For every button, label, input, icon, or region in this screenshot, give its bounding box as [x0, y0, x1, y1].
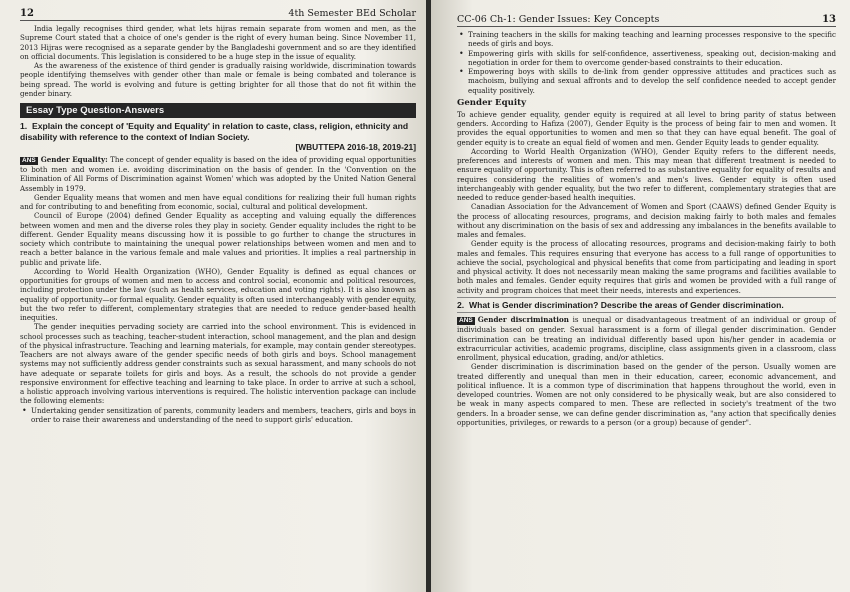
- gender-equity-heading: Gender Equity: [457, 97, 527, 108]
- question-2: [457, 300, 836, 311]
- answer-2-first-text: is unequal or disadvantageous treatment of an individual or group of individuals based on gender. Sexual harassment is a form of illegal gender discrimination. Gender discrimination can be treating an individual differently based upon his/her gender in academia or extracurricular activities, academic programs, discipline, class assignments given in a classroom, class enrollment, physical education, grading, and/or athletics.: [457, 315, 837, 362]
- right-running-head: CC-06 Ch-1: Gender Issues: Key Concepts: [457, 14, 660, 25]
- answer-1-paragraph-2: Council of Europe (2004) defined Gender Equality as accepting and valuing equally the differences between women and men and the diverse roles they play in society. Gender equality includes the right to be different. Gender Equality means discussing how it is possible to go further to change the structures in society which contribute to maintaining the unequal power relationships between women and men and to reach a better balance in the various female and male values and priorities. It implies a real partnership in public and private life.: [20, 211, 416, 267]
- right-page: [431, 0, 850, 592]
- answer-2-first-paragraph: [457, 315, 836, 362]
- equity-paragraph-1: To achieve gender equality, gender equity is required at all level to bring parity of status between genders. According to Hafiza (2007), Gender Equity is the process of being fair to men and women. It provides the equal opportunities to women and men so that they can have equal benefit. The goal of gender equity is to create an equal field of women and men. Gender Equity leads to gender equality.: [457, 109, 836, 147]
- left-bullet-list: [20, 406, 416, 425]
- question-1: [20, 121, 416, 142]
- list-item: • Training teachers in the skills for making teaching and learning processes responsive to the specific needs of girls and boys.: [459, 30, 836, 49]
- answer-1-first-text: The concept of gender equality is based on the idea of providing equal opportunities to both men and women i.e. avoiding discrimination on the basis of gender. In the 'Convention on the Elimination of All Forms of Discrimination against Women' which was adopted by the United Nation General Assembly in 1979.: [20, 155, 416, 193]
- divider: [457, 297, 836, 298]
- answer-1-lead: Gender Equality:: [40, 155, 108, 164]
- equity-paragraph-4: Gender equity is the process of allocating resources, programs and decision-making fairly to both males and females. This requires ensuring that everyone has access to a full range of opportunities to achieve the social, psychological and physical benefits that come from participating and leading in sport and physical activity. It does not necessarily mean making the same programs and facilities available to both males and females. Gender equity requires that girls and women be provided with a full range of activity and program choices that meet their needs, interests and experiences.: [457, 239, 836, 295]
- bullet-icon: •: [459, 48, 464, 58]
- equity-paragraph-3: Canadian Association for the Advancement of Women and Sport (CAAWS) defined Gender Equity is the process of allocating resources, programs, and decision making fairly to both males and females without any discrimination on the basis of sex and addressing any imbalances in the benefits available to males and females.: [457, 202, 836, 239]
- right-running-header: [457, 14, 836, 27]
- question-2-text: What is Gender discrimination? Describe the areas of Gender discrimination.: [469, 299, 784, 310]
- list-item: • Empowering girls with skills for self-confidence, assertiveness, speaking out, decision-making and negotiation in order for them to overcome gender-based constraints to their education.: [459, 48, 836, 67]
- right-bullet-list: [457, 30, 836, 95]
- answer-1-paragraph-1: Gender Equality means that women and men have equal conditions for realizing their full human rights and for contributing to and benefiting from economic, social, cultural and political development.: [20, 192, 416, 211]
- bullet-icon: •: [22, 405, 27, 415]
- left-intro-paragraph-2: As the awareness of the existence of third gender is gradually raising worldwide, discrimination towards people identifying themselves with gender other than male or female is being combated and tolerance is being spread. The world is evolving and future is getting brighter for all those that do not fit within the gender binary.: [20, 61, 416, 98]
- question-1-text: Explain the concept of 'Equity and Equality' in relation to caste, class, religion, ethnicity and disability with reference to the context of Indian Society.: [20, 121, 409, 142]
- ans-badge: ANS: [459, 317, 473, 325]
- answer-2-paragraph-1: Gender discrimination is discrimination based on the gender of the person. Usually women are treated differently and unequal than men in their education, career, economic advancement, and political influence. It is a common type of discrimination that happens throughout the world, even in developed countries. Women are not only considered to be physically weak, but are also considered to be weak in many aspects compared to men. These are reflected in society's treatment of the two genders. In a broader sense, we can define gender discrimination as, "any action that specifically denies opportunities, privileges, or rewards to a person (or a group) because of gender".: [457, 362, 836, 427]
- left-page-number: 12: [20, 8, 34, 19]
- bullet-icon: •: [459, 30, 464, 39]
- list-item: • Undertaking gender sensitization of parents, community leaders and members, teachers, girls and boys in order to raise their awareness and understanding of the need to support girls' education.: [22, 405, 416, 424]
- equity-paragraph-2: According to World Health Organization (WHO), Gender Equity refers to the different needs, preferences and interests of women and men. This may mean that different treatment is needed to ensure equality of opportunity. This is often referred to as substantive equality for equality of results and requires considering the realities of women's and men's lives. Gender equity is often used interchangeably with gender equality, but the two refer to different, complementary strategies that are needed to reduce gender-based health inequities.: [457, 146, 836, 202]
- answer-1-first-paragraph: [20, 155, 416, 193]
- right-page-number: 13: [822, 14, 836, 25]
- divider: [457, 312, 836, 313]
- answer-1-paragraph-4: The gender inequities pervading society are carried into the school environment. This is evidenced in school processes such as teaching, teacher-student interaction, school management, and the plan and design of the physical infrastructure. Teaching and learning materials, for example, may contain gender stereotypes. Teachers are not always aware of the gender specific needs of both girls and boys. School management systems may not sufficiently address gender constraints such as sexual harassment, and many schools do not have adequate or separate toilets for girls and boys. As a result, the schools do not provide a gender responsive environment for effective teaching and learning to take place. In order to arrive at such a school, a holistic approach involving various interventions is required. The holistic intervention package can include the following elements:: [20, 322, 416, 406]
- question-1-source: [WBUTTEPA 2016-18, 2019-21]: [295, 142, 416, 152]
- bullet-icon: •: [459, 67, 464, 76]
- question-2-number: 2.: [457, 299, 465, 310]
- answer-1-paragraph-3: According to World Health Organization (WHO), Gender Equality is defined as equal chances or opportunities for groups of women and men to access and control social, economic and political resources, including protection under the law (such as health services, education and voting rights). It is also known as equality of opportunity—or formal equality. Gender equality is often used interchangeably with gender equity, but the two refer to different, complementary strategies that are needed to reduce gender-based health inequities.: [20, 266, 416, 322]
- left-running-header: [20, 8, 416, 21]
- left-running-head: 4th Semester BEd Scholar: [288, 8, 416, 19]
- left-intro-paragraph-1: India legally recognises third gender, what lets hijras remain separate from women and men, as the Supreme Court stated that a choice of one's gender is the right of every human being. Since November 11, 2013 Hijras were recognised as a separate gender by the Bangladeshi government and so are they identified on official documents. This legislation is considered to be a huge step in the issue of equality.: [20, 24, 416, 61]
- list-item: • Empowering boys with skills to de-link from gender oppressive attitudes and practices such as machoism, bullying and sexual affronts and to develop the self confidence needed to accept gender equality positively.: [459, 67, 836, 95]
- question-1-number: 1.: [20, 121, 28, 131]
- answer-2-lead: Gender discrimination: [477, 315, 569, 325]
- section-bar: Essay Type Question-Answers: [20, 103, 416, 118]
- ans-badge: ANS: [22, 157, 36, 164]
